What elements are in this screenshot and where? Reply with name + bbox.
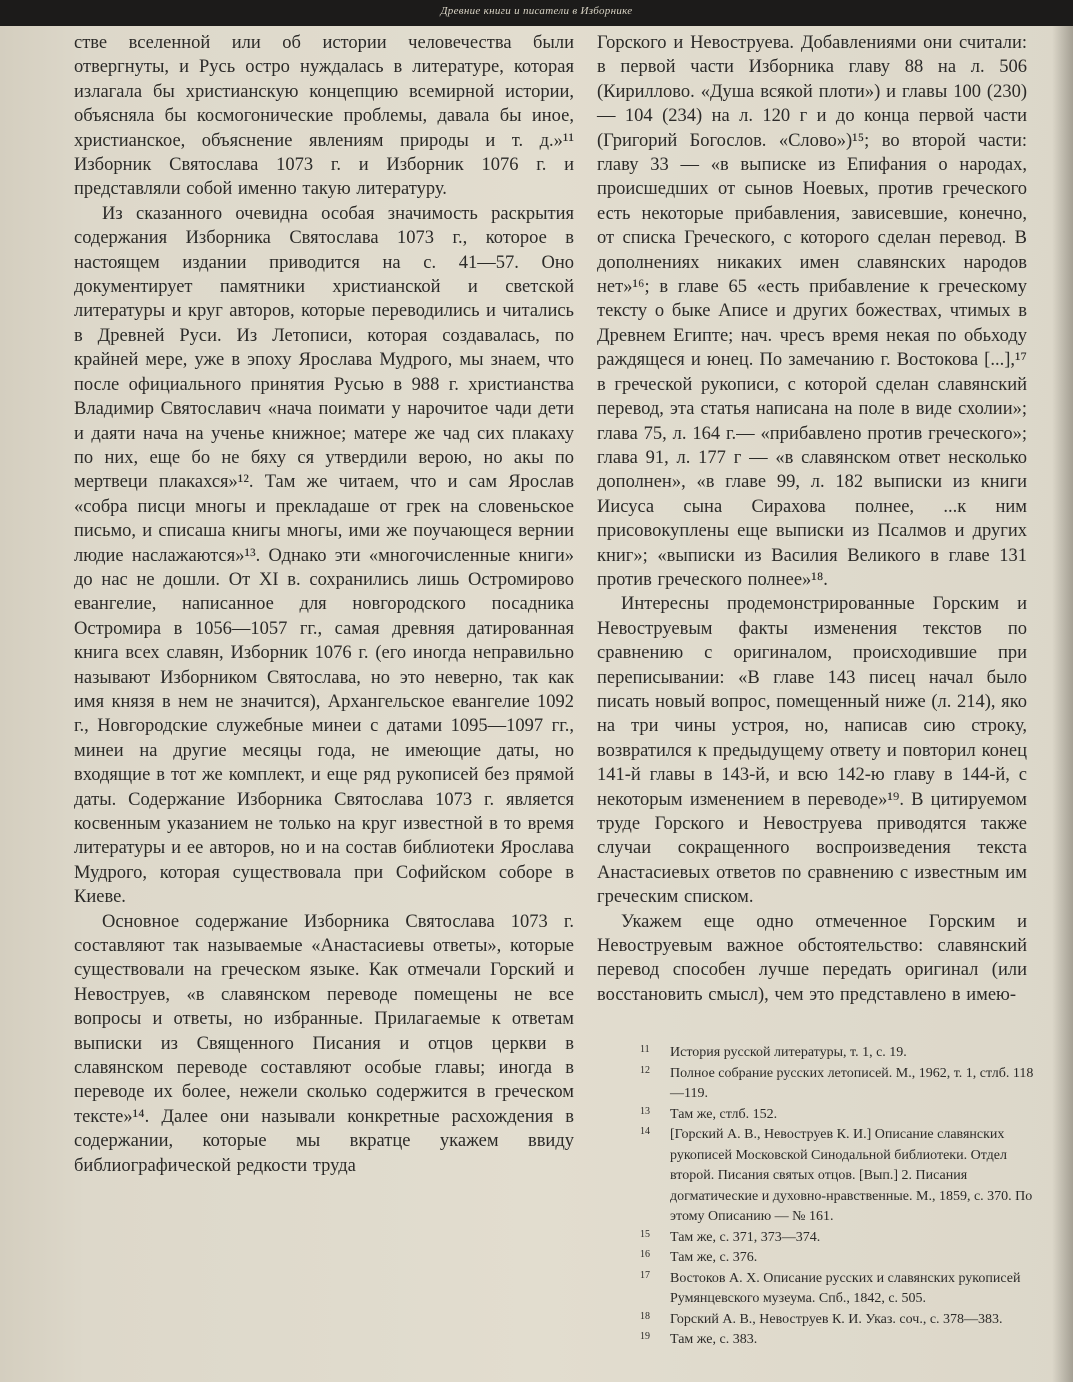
footnote bbox=[640, 1330, 1038, 1351]
footnote bbox=[640, 1228, 1038, 1249]
footnote-number: 13 bbox=[640, 1105, 650, 1117]
footnote bbox=[640, 1064, 1038, 1105]
footnote-text: Горский А. В., Невоструев К. И. Указ. соч., с. 378—383. bbox=[670, 1311, 1003, 1327]
footnote bbox=[640, 1269, 1038, 1310]
footnote bbox=[640, 1105, 1038, 1126]
paragraph: Укажем еще одно отмеченное Горским и Невоструевым важное обстоятельство: славянский перевод способен лучше передать оригинал (или восстановить смысл), чем это представлено в имею- bbox=[597, 911, 1027, 1005]
page-edge-shadow bbox=[1052, 26, 1073, 1382]
footnotes bbox=[640, 1043, 1038, 1351]
footnote bbox=[640, 1043, 1038, 1064]
footnote-text: Там же, с. 383. bbox=[670, 1332, 758, 1347]
footnote bbox=[640, 1310, 1038, 1331]
footnote-number: 18 bbox=[640, 1310, 650, 1322]
footnote-number: 15 bbox=[640, 1228, 650, 1240]
footnote-number: 14 bbox=[640, 1126, 650, 1137]
paragraph: стве вселенной или об истории человечества были отвергнуты, и Русь остро нуждалась в литературе, которая излагала бы христианскую концепцию всемирной истории, объясняла бы космогонические проблемы, давала бы иное, христианское, объяснение явлениям природы и т. д.»¹¹ Изборник Святослава 1073 г. и Изборник 1076 г. и представляли собой именно такую литературу. bbox=[74, 33, 574, 200]
right-column bbox=[597, 31, 1027, 1007]
paragraph: Интересны продемонстрированные Горским и Невоструевым факты изменения текстов по сравнению с оригиналом, происходившие при переписывании: «В главе 143 писец начал было писать новый вопрос, помещенный ниже (л. 214), яко на три чины устроя, но, написав сию строку, возвратился к предыдущему ответу и повторил конец 141-й главы в 143-й, и всю 142-ю главу в 144-й, с некоторым изменением в переводе»¹⁹. В цитируемом труде Горского и Невоструева приводятся также случаи сокращенного воспроизведения текста Анастасиевых ответов по сравнению с известным им греческим списком. bbox=[597, 594, 1027, 908]
footnote bbox=[640, 1125, 1038, 1228]
left-column bbox=[74, 31, 574, 1178]
footnote-text: Полное собрание русских летописей. М., 1962, т. 1, стлб. 118—119. bbox=[670, 1065, 1034, 1101]
paragraph: Из сказанного очевидна особая значимость раскрытия содержания Изборника Святослава 1073 г., которое в настоящем издании приводится на с. 41—57. Оно документирует памятники христианской и светской литературы и круг авторов, которые переводились и читались в Древней Руси. Из Летописи, которая создавалась, по крайней мере, уже в эпоху Ярослава Мудрого, мы знаем, что после официального принятия Русью в 988 г. христианства Владимир Святославич «нача поимати у нарочитое чади дети и даяти нача на ученье книжное; матере же чад сих плакаху по них, еще бо не бяху ся утвердили верою, но акы по мертвеци плакахся»¹². Там же читаем, что и сам Ярослав «собра писци многы и прекладаше от грек на словеньское письмо, и списаша книгы многы, ими же поучающеся вернии людие наслажаются»¹³. Однако эти «многочисленные книги» до нас не дошли. От XI в. сохранились лишь Остромирово евангелие, написанное для новгородского посадника Остромира в 1056—1057 гг., самая древняя датированная книга всех славян, Изборник 1076 г. (его иногда неправильно называют Изборником Святослава, но это неверно, так как имя князя в нем не значится), Архангельское евангелие 1092 г., Новгородские служебные минеи с датами 1095—1097 гг., минеи на другие месяцы года, не имеющие даты, но входящие в тот же комплект, и еще ряд рукописей без прямой даты. Содержание Изборника Святослава 1073 г. является косвенным указанием не только на круг известной в то время литературы и ее авторов, но и на состав библиотеки Ярослава Мудрого, которая существовала при Софийском соборе в Киеве. bbox=[74, 203, 574, 908]
footnote-number: 16 bbox=[640, 1249, 650, 1260]
running-head: Древние книги и писатели в Изборнике bbox=[440, 5, 633, 17]
footnote-text: История русской литературы, т. 1, с. 19. bbox=[670, 1045, 907, 1060]
footnote-number: 12 bbox=[640, 1064, 650, 1076]
footnote-number: 11 bbox=[640, 1044, 650, 1055]
footnote-text: Там же, с. 371, 373—374. bbox=[670, 1229, 821, 1245]
footnote bbox=[640, 1248, 1038, 1269]
paragraph: Основное содержание Изборника Святослава 1073 г. составляют так называемые «Анастасиевы ответы», которые существовали на греческом языке. Как отмечали Горский и Невоструев, «в славянском переводе помещены не все вопросы и ответы, но избранные. Прилагаемые к ответам выписки из Священного Писания и отцов церкви в славянском переводе составляют особые главы; иногда в переводе их более, нежели сколько содержится в греческом тексте»¹⁴. Далее они называли конкретные расхождения в содержании, которые мы вкратце укажем ввиду библиографической редкости труда bbox=[74, 911, 574, 1176]
footnote-number: 19 bbox=[640, 1331, 650, 1342]
footnote-text: [Горский А. В., Невоструев К. И.] Описание славянских рукописей Московской Синодальной библиотеки. Отдел второй. Писания святых отцов. [Вып.] 2. Писания догматические и духовно-нравственные. М., 1859, с. 370. По этому Описанию — № 161. bbox=[670, 1127, 1033, 1224]
footnote-text: Там же, стлб. 152. bbox=[670, 1106, 778, 1122]
footnote-text: Востоков А. Х. Описание русских и славянских рукописей Румянцевского музеума. Спб., 1842, с. 505. bbox=[670, 1270, 1021, 1306]
paragraph: Горского и Невоструева. Добавлениями они считали: в первой части Изборника главу 88 на л. 506 (Кириллово. «Душа всякой плоти») и главы 100 (230) — 104 (234) на л. 120 г и до конца первой части (Григорий Богослов. «Слово»)¹⁵; во второй части: главу 33 — «в выписке из Епифания о народах, происшедших от сынов Ноевых, против греческого есть некоторые прибавления, зависевшие, конечно, от списка Греческого, с которого сделан перевод. В дополнениях никаких имен славянских народов нет»¹⁶; в главе 65 «есть прибавление к греческому тексту о быке Аписе и других божествах, чтимых в Древнем Египте; нач. чресъ время некая по обьходу раждящеся и юнец. По замечанию г. Востокова [...],¹⁷ в греческой рукописи, с которой сделан славянский перевод, эта статья написана на поле в виде схолии»; глава 75, л. 164 г.— «прибавлено против греческого»; глава 91, л. 177 г — «в славянском ответ несколько дополнен», «в главе 99, л. 182 выписки из книги Иисуса сына Сирахова полнее, ...к ним присовокуплены еще выписки из Псалмов и других книг»; «выписки из Василия Великого в главе 131 против греческого полнее»¹⁸. bbox=[597, 33, 1027, 590]
footnote-text: Там же, с. 376. bbox=[670, 1250, 758, 1265]
footnote-number: 17 bbox=[640, 1269, 650, 1281]
